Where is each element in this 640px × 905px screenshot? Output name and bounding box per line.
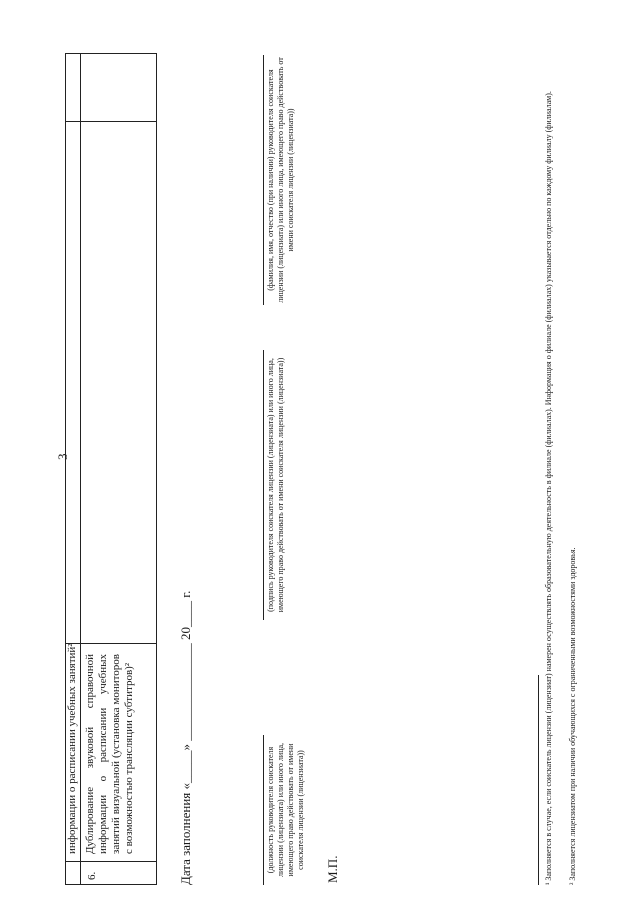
fill-date-line: Дата заполнения «_____» _______________ 20____ г. [178,590,193,885]
table-row-divider [80,54,81,884]
name-caption: (фамилия, имя, отчество (при наличии) руководителя соискателя лицензии (лицензиата) или иного лица, имеющего право действовать от имени соискателя лицензии (лицензиата)) [266,57,295,303]
signature-caption: (подпись руководителя соискателя лицензии (лицензиата) или иного лица, имеющего право действовать от имени соискателя лицензии (лицензиата)) [266,357,285,613]
form-table [65,53,157,885]
footnote-1: ¹ Заполняется в случае, если соискатель лицензии (лицензиат) намерен осуществлять образовательную деятельность в филиале (филиалах). Информация о филиале (филиалах) указывается отдельно по каждому филиалу (филиалам). [544,91,553,885]
table-row-number: 6. [86,871,98,880]
position-caption: (должность руководителя соискателя лицензии (лицензиата) или иного лица, имеющего право действовать от имени соискателя лицензии (лицензиата)) [266,742,305,878]
position-signature-line [263,735,264,885]
name-signature-line [263,55,264,305]
seal-label: М.П. [325,855,340,883]
page-number: 3 [55,453,70,460]
table-row-text: Дублирование звуковой справочной информации о расписании учебных занятий визуальной (установка мониторов с возможностью трансляции субтитров)² [84,654,135,854]
footnote-2: ² Заполняется лицензиатом при наличии обучающихся с ограниченными возможностями здоровья. [568,547,577,885]
table-column-divider [66,121,156,122]
table-column-divider [66,643,156,644]
signature-line [263,350,264,620]
table-column-divider [66,861,156,862]
table-row-top-text: информации о расписании учебных занятий² [66,643,78,854]
footnote-rule [538,675,539,885]
